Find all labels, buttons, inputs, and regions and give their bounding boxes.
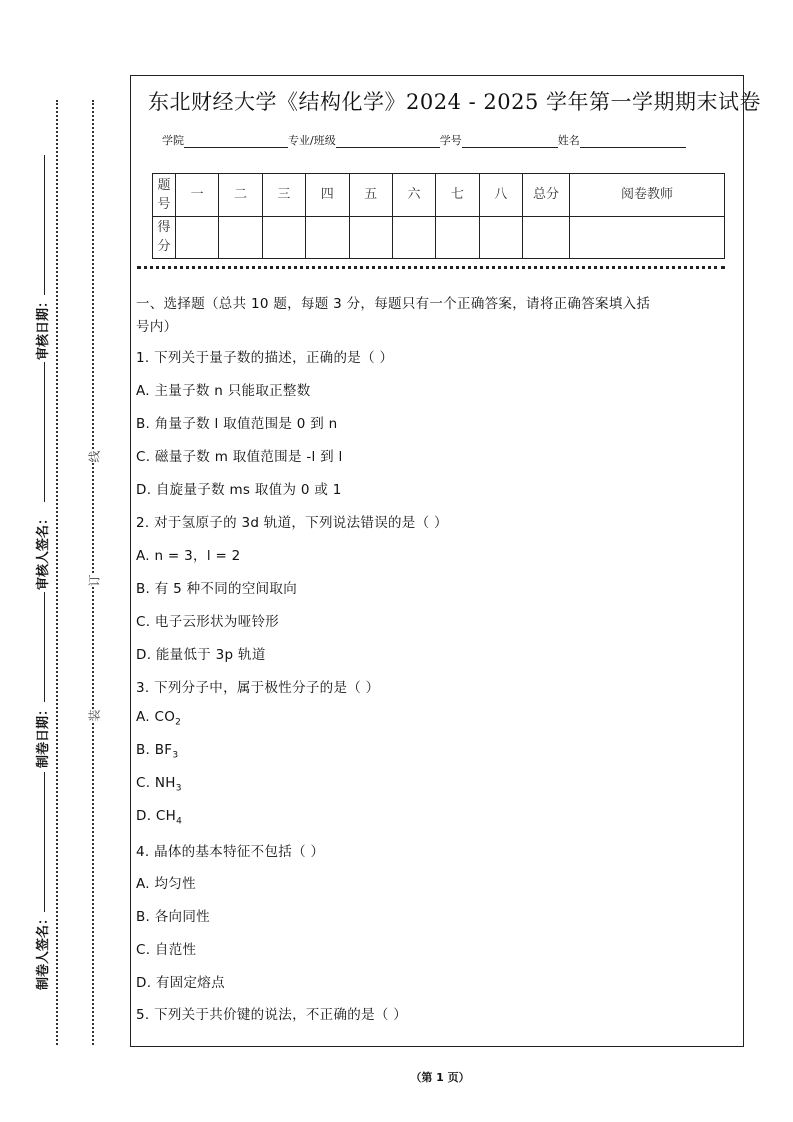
question-line: 5. 下列关于共价键的说法，不正确的是（ ） [136,1007,408,1023]
question-line: A. n = 3，l = 2 [136,548,241,564]
question-line: 4. 晶体的基本特征不包括（ ） [136,844,325,860]
header-label: 题号 [153,174,176,217]
question-line: A. 主量子数 n 只能取正整数 [136,383,311,399]
question-line: B. 各向同性 [136,909,210,925]
binding-mark-bind: 装 [87,709,102,722]
question-line: D. 有固定熔点 [136,975,225,991]
option-line: B. $BF_3$ [136,742,179,761]
option-line: C. $NH_3$ [136,775,182,794]
score-cell[interactable] [479,216,522,259]
major-label: 专业/班级 [288,134,336,147]
name-label: 姓名 [557,134,580,147]
col-8: 八 [479,174,522,217]
score-cell[interactable] [523,216,570,259]
section-intro: 一、选择题（总共 10 题，每题 3 分，每题只有一个正确答案，请将正确答案填入括 [136,296,651,312]
maker-date-label: 制卷日期： [36,702,51,768]
question-line: C. 自范性 [136,942,197,958]
student-id-field[interactable] [462,135,558,148]
col-2: 二 [219,174,262,217]
col-6: 六 [392,174,435,217]
maker-date-line[interactable] [44,592,45,702]
question-line: C. 磁量子数 m 取值范围是 -l 到 l [136,449,343,465]
student-info [162,132,686,148]
major-field[interactable] [336,135,440,148]
col-5: 五 [349,174,392,217]
binding-dotted-line [92,100,94,1045]
score-cell[interactable] [392,216,435,259]
question-line: B. 角量子数 l 取值范围是 0 到 n [136,416,338,432]
option-line: A. $CO_2$ [136,709,182,728]
review-date-line[interactable] [44,155,45,295]
question-line: D. 能量低于 3p 轨道 [136,647,266,663]
score-cell[interactable] [436,216,479,259]
score-cell[interactable] [349,216,392,259]
question-line: 3. 下列分子中，属于极性分子的是（ ） [136,680,380,696]
score-cell[interactable] [176,216,219,259]
binding-mark-order: 订 [87,574,102,587]
col-3: 三 [262,174,305,217]
question-line: 1. 下列关于量子数的描述，正确的是（ ） [136,350,394,366]
score-cell[interactable] [262,216,305,259]
col-7: 七 [436,174,479,217]
option-line: D. $CH_4$ [136,808,183,827]
col-grader: 阅卷教师 [570,174,725,217]
col-total: 总分 [523,174,570,217]
score-cell[interactable] [570,216,725,259]
question-line: D. 自旋量子数 ms 取值为 0 或 1 [136,482,342,498]
col-4: 四 [306,174,349,217]
dotted-divider [137,266,725,269]
score-label: 得分 [153,216,176,259]
score-cell[interactable] [306,216,349,259]
maker-sign-line[interactable] [44,772,45,912]
question-line: B. 有 5 种不同的空间取向 [136,581,298,597]
score-table [152,173,725,259]
exam-title: 东北财经大学《结构化学》2024 - 2025 学年第一学期期末试卷 [148,90,762,114]
col-1: 一 [176,174,219,217]
maker-sign-label: 制卷人签名： [36,911,51,990]
question-line: 2. 对于氢原子的 3d 轨道，下列说法错误的是（ ） [136,515,448,531]
review-date-label: 审核日期： [36,294,51,360]
student-id-label: 学号 [439,134,462,147]
question-line: C. 电子云形状为哑铃形 [136,614,280,630]
score-row [153,216,725,259]
score-cell[interactable] [219,216,262,259]
dotted-margin-line [56,100,58,1045]
question-line: A. 均匀性 [136,876,196,892]
name-field[interactable] [580,135,686,148]
page-number: （第 1 页） [410,1071,470,1084]
college-field[interactable] [184,135,288,148]
binding-mark-line: 线 [87,450,102,463]
reviewer-sign-label: 审核人签名： [36,511,51,590]
college-label: 学院 [162,134,184,147]
header-row [153,174,725,217]
reviewer-sign-line[interactable] [44,362,45,502]
section-intro-cont: 号内） [136,319,178,335]
